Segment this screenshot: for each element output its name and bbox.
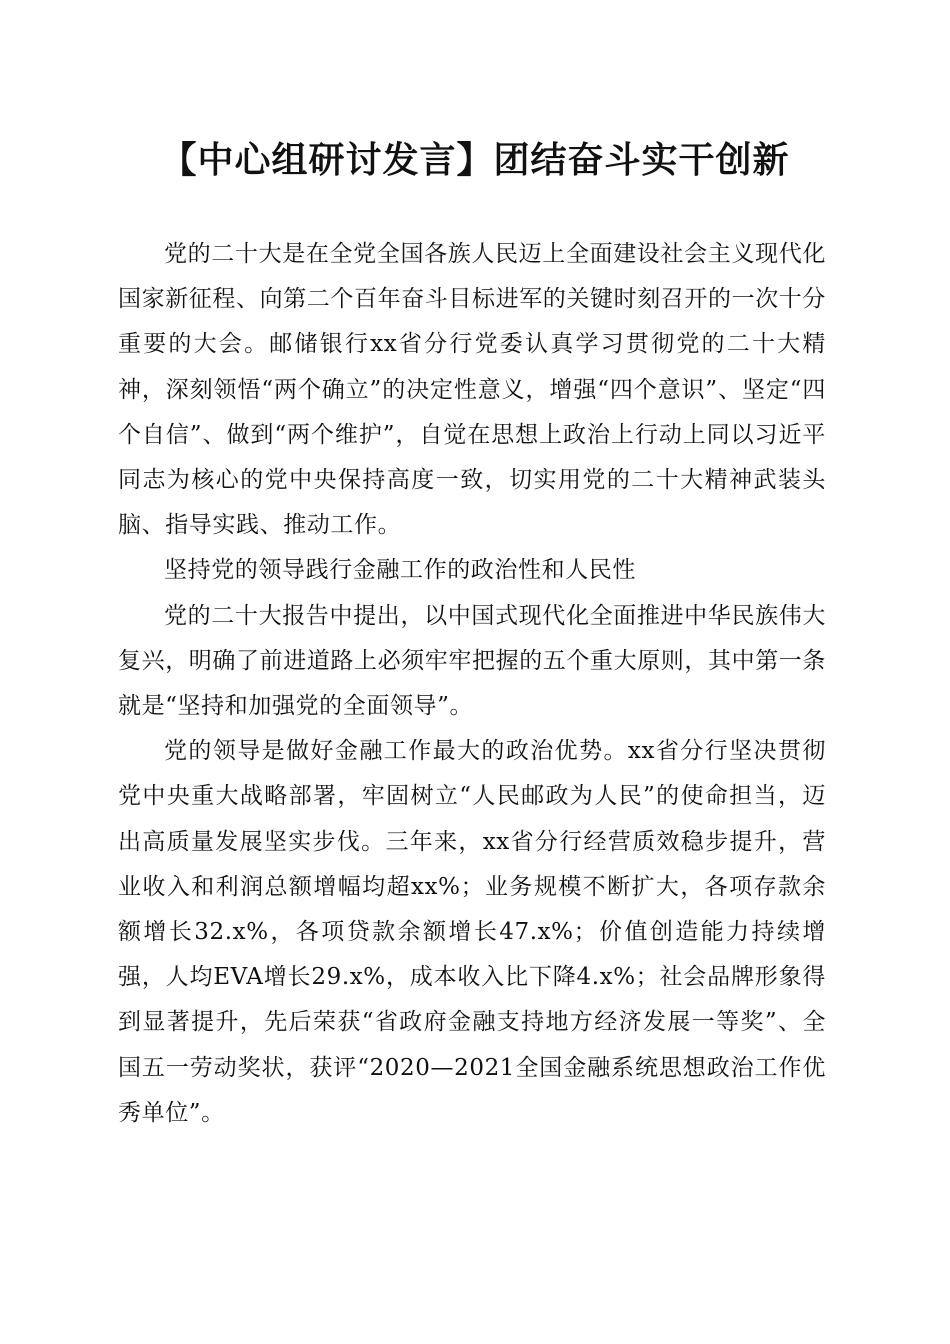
paragraph-intro: 党的二十大是在全党全国各族人民迈上全面建设社会主义现代化国家新征程、向第二个百年奋斗目标进军的关键时刻召开的一次十分重要的大会。邮储银行xx省分行党委认真学习贯彻党的二十大精神，深刻领悟“两个确立”的决定性意义，增强“四个意识”、坚定“四个自信”、做到“两个维护”，自觉在思想上政治上行动上同以习近平同志为核心的党中央保持高度一致，切实用党的二十大精神武装头脑、指导实践、推动工作。	[118, 241, 826, 539]
section-heading: 坚持党的领导践行金融工作的政治性和人民性	[164, 557, 636, 584]
paragraph-report: 党的二十大报告中提出，以中国式现代化全面推进中华民族伟大复兴，明确了前进道路上必须牢牢把握的五个重大原则，其中第一条就是“坚持和加强党的全面领导”。	[118, 602, 826, 720]
paragraph-achievements: 党的领导是做好金融工作最大的政治优势。xx省分行坚决贯彻党中央重大战略部署，牢固树立“人民邮政为人民”的使命担当，迈出高质量发展坚实步伐。三年来，xx省分行经营质效稳步提升，营业收入和利润总额增幅均超xx%；业务规模不断扩大，各项存款余额增长32.x%，各项贷款余额增长47.x%；价值创造能力持续增强，人均EVA增长29.x%，成本收入比下降4.x%；社会品牌形象得到显著提升，先后荣获“省政府金融支持地方经济发展一等奖”、全国五一劳动奖状，获评“2020—2021全国金融系统思想政治工作优秀单位”。	[118, 738, 826, 1126]
document-body	[118, 232, 826, 1136]
document-title: 【中心组研讨发言】团结奋斗实干创新	[160, 139, 790, 181]
